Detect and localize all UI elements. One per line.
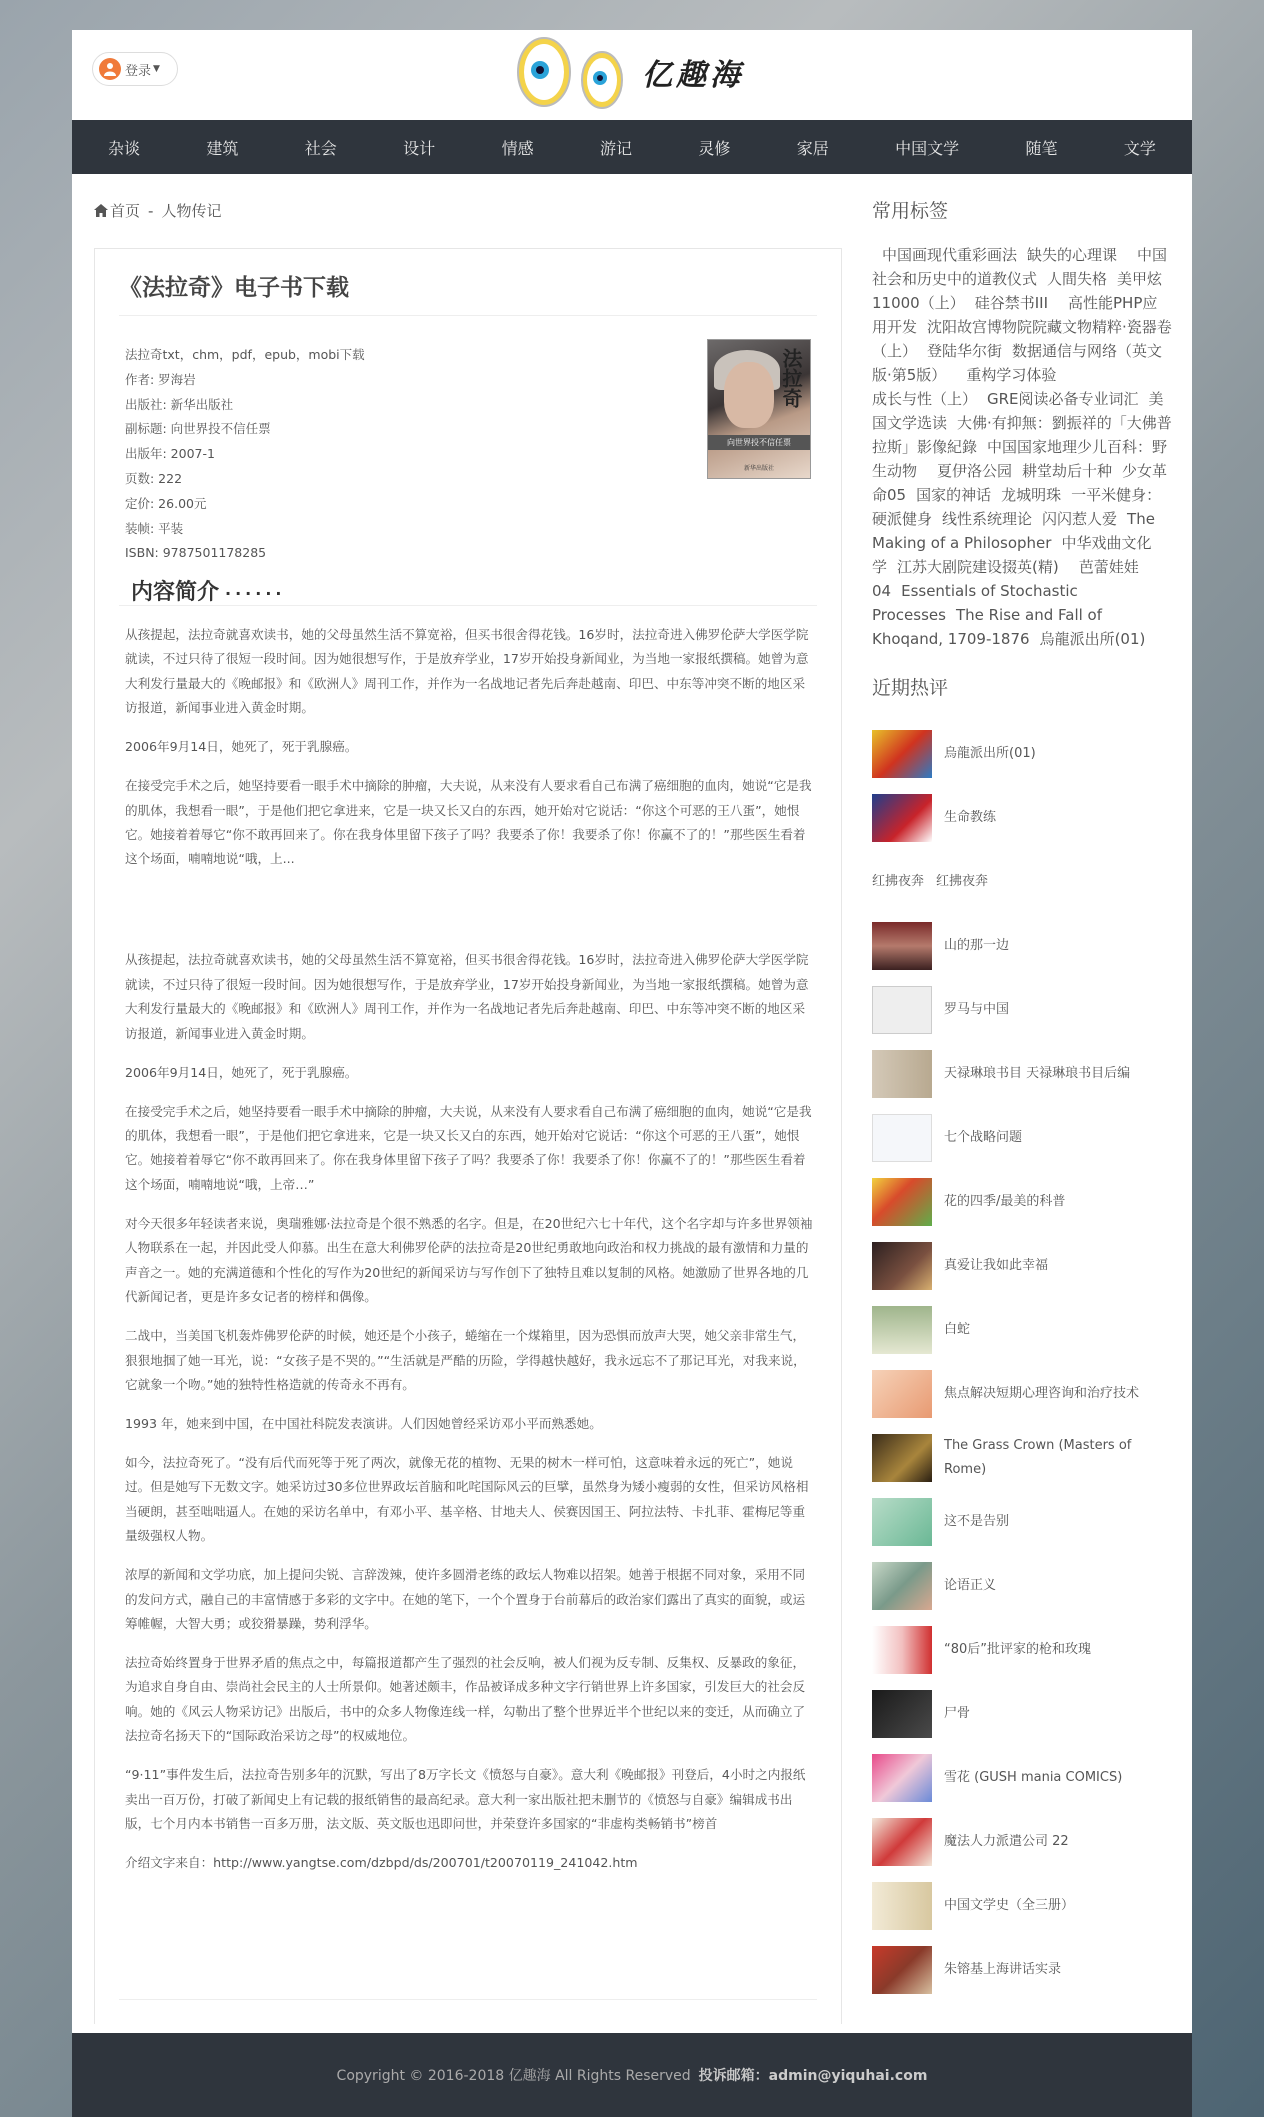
tag-link[interactable]: Essentials of Stochastic Processes — [872, 582, 1078, 624]
breadcrumb-current[interactable]: 人物传记 — [161, 202, 222, 220]
hot-title: 近期热评 — [872, 677, 949, 699]
hot-item[interactable] — [872, 1234, 1172, 1298]
logo-eyes-icon — [514, 34, 634, 110]
hot-item-title[interactable]: 烏龍派出所(01) — [944, 746, 1036, 761]
info-year: 出版年: 2007-1 — [125, 446, 215, 462]
tag-link[interactable]: 大佛·有抑無：劉振祥的「大佛普拉斯」影像紀錄 — [872, 414, 1172, 456]
hot-item[interactable] — [872, 1810, 1172, 1874]
nav-item-lingxiu[interactable]: 灵修 — [698, 138, 731, 158]
hot-item[interactable] — [872, 978, 1172, 1042]
sidebar — [872, 174, 1172, 2002]
hot-item[interactable] — [872, 1170, 1172, 1234]
footer — [72, 2033, 1192, 2117]
hot-item-title[interactable]: 真爱让我如此幸福 — [944, 1258, 1049, 1273]
section-title — [131, 575, 285, 606]
tag-link[interactable]: GRE阅读必备专业词汇 — [987, 390, 1139, 408]
tag-link[interactable]: 少女革命05 — [872, 462, 1168, 504]
tag-link[interactable]: 登陆华尔街 — [927, 342, 1003, 360]
hot-item[interactable] — [872, 1298, 1172, 1362]
tag-cloud — [872, 243, 1172, 651]
tag-link[interactable]: 人間失格 — [1047, 270, 1108, 288]
book-thumbnail — [872, 1498, 932, 1546]
tag-link[interactable]: 江苏大剧院建设掇英(精) — [897, 558, 1059, 576]
info-pages: 页数: 222 — [125, 470, 183, 486]
hot-item-title[interactable]: 尸骨 — [944, 1706, 971, 1721]
hot-item[interactable] — [872, 1042, 1172, 1106]
tag-link[interactable]: 龙城明珠 — [1001, 486, 1062, 504]
hot-list — [872, 722, 1172, 2002]
hot-item[interactable] — [872, 1490, 1172, 1554]
hot-item-title[interactable]: 花的四季/最美的科普 — [944, 1194, 1066, 1209]
book-thumbnail — [872, 1306, 932, 1354]
nav-item-sheji[interactable]: 设计 — [403, 138, 436, 158]
logo-text: 亿趣海 — [642, 58, 744, 93]
hot-item-title[interactable]: 七个战略问题 — [944, 1130, 1023, 1145]
hot-item-title[interactable]: 天禄琳琅书目 天禄琳琅书目后编 — [944, 1066, 1131, 1081]
hot-item[interactable] — [872, 1106, 1172, 1170]
hot-item[interactable] — [872, 1618, 1172, 1682]
hot-item[interactable] — [872, 850, 1172, 914]
book-thumbnail — [872, 1434, 932, 1482]
info-price: 定价: 26.00元 — [125, 495, 207, 511]
tag-link[interactable]: The Rise and Fall of Khoqand, 1709-1876 — [872, 606, 1103, 648]
book-thumbnail — [872, 1626, 932, 1674]
book-thumbnail — [872, 730, 932, 778]
book-thumbnail — [872, 1690, 932, 1738]
caret-down-icon: ▼ — [153, 64, 160, 74]
hot-item-title[interactable]: 朱镕基上海讲话实录 — [944, 1962, 1062, 1977]
nav-item-shehui[interactable]: 社会 — [304, 138, 337, 158]
hot-item[interactable] — [872, 1554, 1172, 1618]
nav-item-wenxue[interactable]: 文学 — [1123, 138, 1156, 158]
info-publisher: 出版社: 新华出版社 — [125, 396, 234, 412]
paragraph: 对今天很多年轻读者来说，奥瑞雅娜·法拉奇是个很不熟悉的名字。但是，在20世纪六七十年代，这个名字却与许多世界领袖人物联系在一起，并因此受人仰慕。出生在意大利佛罗伦萨的法拉奇是20世纪勇敢地向政治和权力挑战的最有激情和力量的声音之一。她的充满道德和个性化的写作为20世纪的新闻采访与写作创下了独特且难以复制的风格。她激励了世界各地的几代新闻记者，更是许多女记者的榜样和偶像。 — [125, 1215, 813, 1305]
breadcrumb — [94, 200, 221, 221]
tag-link[interactable]: 高性能PHP应用开发 — [872, 294, 1158, 336]
info-isbn: ISBN: 9787501178285 — [125, 545, 267, 561]
hot-item[interactable] — [872, 1874, 1172, 1938]
article-title: 《法拉奇》电子书下载 — [119, 275, 349, 301]
tag-link[interactable]: 耕堂劫后十种 — [1022, 462, 1113, 480]
tag-link[interactable]: 中国社会和历史中的道教仪式 — [872, 246, 1168, 288]
hot-item[interactable] — [872, 1362, 1172, 1426]
source-link[interactable]: 介绍文字来自：http://www.yangtse.com/dzbpd/ds/200701/t20070119_241042.htm — [125, 1854, 638, 1870]
hot-item-title[interactable]: 雪花 (GUSH mania COMICS) — [944, 1770, 1123, 1785]
tag-link[interactable]: 线性系统理论 — [942, 510, 1033, 528]
main-nav — [72, 120, 1192, 174]
nav-item-youji[interactable]: 游记 — [599, 138, 632, 158]
hot-item[interactable] — [872, 1938, 1172, 2002]
divider — [119, 1999, 817, 2000]
paragraph: 在接受完手术之后，她坚持要看一眼手术中摘除的肿瘤，大夫说，从来没有人要求看自己布满了癌细胞的血肉，她说“它是我的肌体，我想看一眼”，于是他们把它拿进来，它是一块又长又白的东西，她开始对它说话：“你这个可恶的王八蛋”，她恨它。她接着着辱它“你不敢再回来了。你在我身体里留下孩子了吗？我要杀了你！我要杀了你！你赢不了的！”那些医生看着这个场面，喃喃地说“哦，上帝…” — [125, 1103, 812, 1192]
tag-link[interactable]: 一平米健身：硬派健身 — [872, 486, 1162, 528]
book-cover-image — [707, 339, 811, 479]
info-author: 作者: 罗海岩 — [125, 371, 196, 387]
section-title-dots: ······ — [225, 584, 286, 603]
tag-link[interactable]: 数据通信与网络（英文版·第5版） — [872, 342, 1163, 384]
cover-subtitle: 向世界投不信任票 — [708, 435, 810, 450]
nav-item-zatan[interactable]: 杂谈 — [108, 138, 141, 158]
hot-item[interactable] — [872, 1682, 1172, 1746]
nav-item-jianzhu[interactable]: 建筑 — [206, 138, 239, 158]
book-thumbnail — [872, 1946, 932, 1994]
book-thumbnail — [872, 1178, 932, 1226]
paragraph: 在接受完手术之后，她坚持要看一眼手术中摘除的肿瘤，大夫说，从来没有人要求看自己布满了癌细胞的血肉，她说“它是我的肌体，我想看一眼”，于是他们把它拿进来，它是一块又长又白的东西，她开始对它说话：“你这个可恶的王八蛋”，她恨它。她接着着辱它“你不敢再回来了。你在我身体里留下孩子了吗？我要杀了你！我要杀了你！你赢不了的！”那些医生看着这个场面，喃喃地说“哦，上... — [125, 778, 812, 867]
hot-item-title[interactable]: The Grass Crown (Masters of Rome) — [944, 1438, 1132, 1477]
book-thumbnail — [872, 1242, 932, 1290]
broken-image — [872, 870, 924, 894]
section-title-text: 内容简介 — [131, 580, 220, 605]
book-thumbnail — [872, 1882, 932, 1930]
paragraph: 二战中，当美国飞机轰炸佛罗伦萨的时候，她还是个小孩子，蜷缩在一个煤箱里，因为恐惧而放声大哭，她父亲非常生气，狠狠地掴了她一耳光，说：“女孩子是不哭的。”“生活就是严酷的历险，学得越快越好，我永远忘不了那记耳光，对我来说，它就象一个吻。”她的独特性格造就的传奇永不再有。 — [125, 1328, 806, 1392]
tag-link[interactable]: 缺失的心理课 — [1027, 246, 1118, 264]
hot-item-title[interactable]: 罗马与中国 — [944, 1002, 1010, 1017]
nav-item-zhongguo-wenxue[interactable]: 中国文学 — [895, 138, 960, 158]
book-info — [125, 343, 365, 566]
main-content — [72, 174, 1192, 2034]
tag-link[interactable]: 成长与性（上） — [872, 390, 978, 408]
hot-item-title[interactable]: 白蛇 — [944, 1322, 971, 1337]
tag-link[interactable]: 美国文学选读 — [872, 390, 1164, 432]
hot-item-title[interactable]: 红拂夜奔 — [936, 874, 989, 889]
book-description — [125, 623, 815, 1890]
info-formats: 法拉奇txt，chm，pdf，epub，mobi下载 — [125, 347, 365, 362]
login-button[interactable] — [92, 52, 178, 86]
info-subtitle: 副标题: 向世界投不信任票 — [125, 421, 271, 437]
hot-item-title[interactable]: 焦点解决短期心理咨询和治疗技术 — [944, 1386, 1140, 1401]
breadcrumb-separator: - — [148, 201, 154, 220]
paragraph: 法拉奇始终置身于世界矛盾的焦点之中，每篇报道都产生了强烈的社会反响，被人们视为反专制、反集权、反暴政的象征，为追求自身自由、崇尚社会民主的人士所景仰。她著述颇丰，作品被译成多种文字行销世界上许多国家，引发巨大的社会反响。她的《风云人物采访记》出版后，书中的众多人物像连线一样，勾勒出了整个世界近半个世纪以来的变迁，从而确立了法拉奇名扬天下的“国际政治采访之母”的权威地位。 — [125, 1654, 806, 1744]
paragraph: 浓厚的新闻和文学功底，加上提问尖锐、言辞泼辣，使许多圆滑老练的政坛人物难以招架。她善于根据不同对象，采用不同的发问方式，融自己的丰富情感于多彩的文字中。在她的笔下，一个个置身于台前幕后的政治家们露出了真实的面貌，或运筹帷幄，大智大勇；或狡猾暴躁，势利浮华。 — [125, 1567, 806, 1631]
cover-face — [724, 362, 774, 428]
book-thumbnail — [872, 986, 932, 1034]
book-thumbnail — [872, 1562, 932, 1610]
book-thumbnail — [872, 1818, 932, 1866]
page-wrapper — [72, 30, 1192, 2117]
hot-item[interactable] — [872, 722, 1172, 786]
tag-link[interactable]: 国家的神话 — [916, 486, 992, 504]
book-thumbnail — [872, 922, 932, 970]
hot-item-title[interactable]: “80后”批评家的枪和玫瑰 — [944, 1642, 1092, 1657]
info-binding: 装帧: 平装 — [125, 520, 184, 536]
broken-image-alt: 红拂夜奔 — [872, 874, 925, 889]
site-logo[interactable] — [514, 32, 754, 112]
hot-item[interactable] — [872, 914, 1172, 978]
tag-link[interactable]: 芭蕾娃娃 04 — [872, 558, 1139, 600]
tag-link[interactable]: 硅谷禁书III — [974, 294, 1048, 312]
nav-item-jiaju[interactable]: 家居 — [796, 138, 829, 158]
hot-item-title[interactable]: 魔法人力派遣公司 22 — [944, 1834, 1069, 1849]
paragraph: 如今，法拉奇死了。“没有后代而死等于死了两次，就像无花的植物、无果的树木一样可怕，这意味着永远的死亡”，她说过。但是她写下无数文字。她采访过30多位世界政坛首脑和叱咤国际风云的巨擘，虽然身为矮小瘦弱的女性，但采访风格相当硬朗，甚至咄咄逼人。在她的采访名单中，有邓小平、基辛格、甘地夫人、侯赛因国王、阿拉法特、卡扎菲、霍梅尼等重量级强权人物。 — [125, 1454, 809, 1544]
book-thumbnail — [872, 1114, 932, 1162]
article-card — [94, 248, 842, 2024]
login-label: 登录 — [125, 63, 152, 79]
divider — [119, 605, 817, 606]
hot-item[interactable] — [872, 1746, 1172, 1810]
cover-title: 法拉奇 — [779, 348, 803, 408]
footer-copyright: Copyright © 2016-2018 亿趣海 All Rights Reserved — [336, 2068, 691, 2084]
header — [72, 30, 1192, 120]
nav-item-suibi[interactable]: 随笔 — [1025, 138, 1058, 158]
tag-link[interactable]: 夏伊洛公园 — [937, 462, 1013, 480]
book-thumbnail — [872, 1370, 932, 1418]
breadcrumb-home[interactable]: 首页 — [110, 202, 141, 220]
user-icon — [99, 58, 121, 80]
paragraph: “9·11”事件发生后，法拉奇告别多年的沉默，写出了8万字长文《愤怒与自豪》。意大利《晚邮报》刊登后，4小时之内报纸卖出一百万份，打破了新闻史上有记载的报纸销售的最高纪录。意大利一家出版社把未删节的《愤怒与自豪》编辑成书出版，七个月内本书销售一百多万册，法文版、英文版也迅即问世，并荣登许多国家的“非虚构类畅销书”榜首 — [125, 1767, 806, 1831]
nav-item-qinggan[interactable]: 情感 — [501, 138, 534, 158]
tags-title: 常用标签 — [872, 200, 949, 222]
hot-item-title[interactable]: 山的那一边 — [944, 938, 1010, 953]
paragraph: 2006年9月14日，她死了，死于乳腺癌。 — [125, 1064, 358, 1080]
book-thumbnail — [872, 794, 932, 842]
tag-link[interactable]: 中国国家地理少儿百科：野生动物 — [872, 438, 1168, 480]
tag-link[interactable]: 沈阳故宫博物院院藏文物精粹·瓷器卷（上） — [872, 318, 1172, 360]
tag-link[interactable]: 烏龍派出所(01) — [1039, 630, 1146, 648]
tag-link[interactable]: The Making of a Philosopher — [872, 510, 1155, 552]
tag-link[interactable]: 重构学习体验 — [966, 366, 1057, 384]
hot-item-title[interactable]: 生命教练 — [944, 810, 997, 825]
hot-item-title[interactable]: 中国文学史（全三册） — [944, 1898, 1075, 1913]
tag-link[interactable]: 闪闪惹人爱 — [1042, 510, 1118, 528]
spacer — [125, 886, 815, 948]
hot-item-title[interactable]: 论语正义 — [944, 1578, 997, 1593]
book-thumbnail — [872, 1050, 932, 1098]
paragraph: 从孩提起，法拉奇就喜欢读书，她的父母虽然生活不算宽裕，但买书很舍得花钱。16岁时，法拉奇进入佛罗伦萨大学医学院就读，不过只待了很短一段时间。因为她很想写作，于是放弃学业，17岁开始投身新闻业，为当地一家报纸撰稿。她曾为意大利发行量最大的《晚邮报》和《欧洲人》周刊工作，并作为一名战地记者先后奔赴越南、印巴、中东等冲突不断的地区采访报道，新闻事业进入黄金时期。 — [125, 627, 809, 716]
paragraph: 1993 年，她来到中国，在中国社科院发表演讲。人们因她曾经采访邓小平而熟悉她。 — [125, 1415, 602, 1431]
cover-publisher: 新华出版社 — [743, 465, 774, 472]
hot-item[interactable] — [872, 786, 1172, 850]
tag-link[interactable]: 中华戏曲文化学 — [872, 534, 1152, 576]
tag-link[interactable]: 中国画现代重彩画法 — [882, 246, 1018, 264]
paragraph: 2006年9月14日，她死了，死于乳腺癌。 — [125, 739, 358, 755]
home-icon — [94, 204, 108, 217]
footer-contact[interactable]: 投诉邮箱：admin@yiquhai.com — [698, 2068, 928, 2084]
hot-item[interactable] — [872, 1426, 1172, 1490]
tag-link[interactable]: 美甲炫11000（上） — [872, 270, 1163, 312]
book-thumbnail — [872, 1754, 932, 1802]
divider — [119, 315, 817, 316]
paragraph: 从孩提起，法拉奇就喜欢读书，她的父母虽然生活不算宽裕，但买书很舍得花钱。16岁时，法拉奇进入佛罗伦萨大学医学院就读，不过只待了很短一段时间。因为她很想写作，于是放弃学业，17岁开始投身新闻业，为当地一家报纸撰稿。她曾为意大利发行量最大的《晚邮报》和《欧洲人》周刊工作，并作为一名战地记者先后奔赴越南、印巴、中东等冲突不断的地区采访报道，新闻事业进入黄金时期。 — [125, 952, 809, 1041]
hot-item-title[interactable]: 这不是告别 — [944, 1514, 1010, 1529]
